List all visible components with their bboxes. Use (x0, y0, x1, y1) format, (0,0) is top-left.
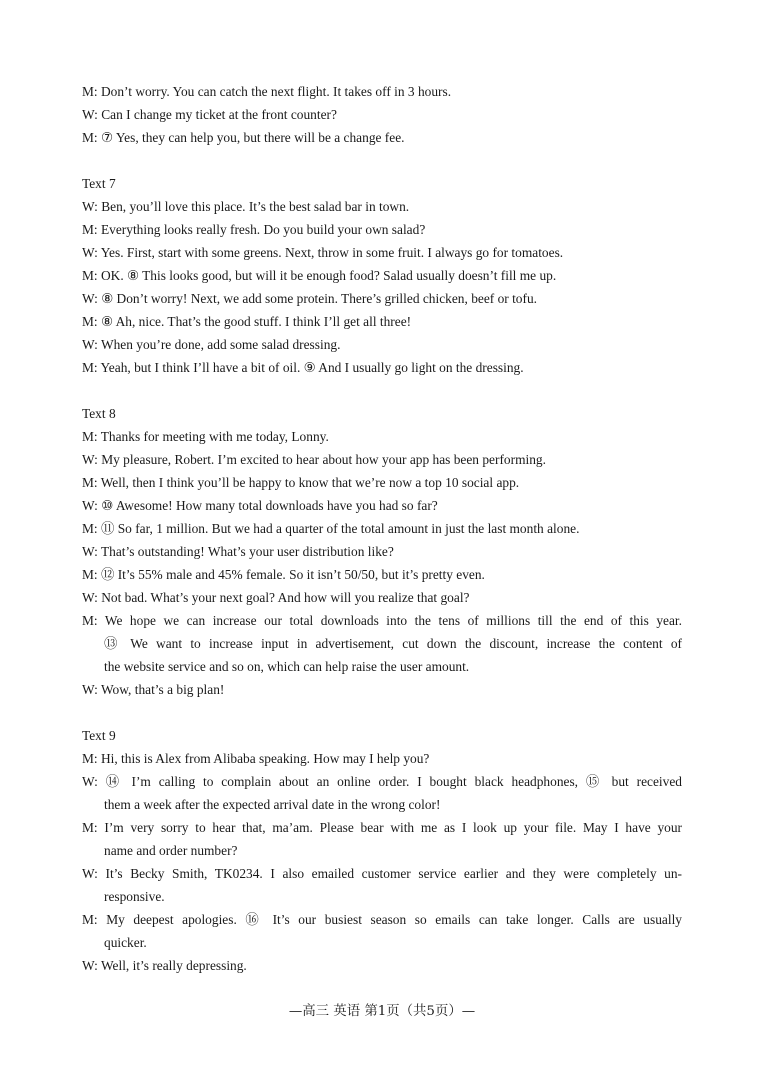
dialogue-line-continuation: responsive. (104, 889, 165, 904)
dialogue-line: M: Everything looks really fresh. Do you build your own salad? (82, 222, 426, 237)
dialogue-line: M: OK. ⑧ This looks good, but will it be enough food? Salad usually doesn’t fill me up. (82, 268, 557, 283)
dialogue-line: W: Not bad. What’s your next goal? And how will you realize that goal? (82, 590, 470, 605)
dialogue-line-continuation: quicker. (104, 935, 147, 950)
dialogue-line: W: Wow, that’s a big plan! (82, 682, 225, 697)
section-heading-text-9: Text 9 (82, 728, 116, 743)
dialogue-line: M: I’m very sorry to hear that, ma’am. Please bear with me as I look up your file. May I have your (82, 820, 682, 835)
dialogue-line: W: Ben, you’ll love this place. It’s the best salad bar in town. (82, 199, 410, 214)
dialogue-line: W: That’s outstanding! What’s your user distribution like? (82, 544, 394, 559)
dialogue-line: W: ⑧ Don’t worry! Next, we add some protein. There’s grilled chicken, beef or tofu. (82, 291, 537, 306)
dialogue-line-continuation: the website service and so on, which can help raise the user amount. (104, 659, 470, 674)
dialogue-line: W: ⑭ I’m calling to complain about an online order. I bought black headphones, ⑮ but received (82, 774, 682, 789)
dialogue-line: W: Can I change my ticket at the front counter? (82, 107, 337, 122)
dialogue-line: M: Hi, this is Alex from Alibaba speaking. How may I help you? (82, 751, 430, 766)
dialogue-line: W: It’s Becky Smith, TK0234. I also emailed customer service earlier and they were completely un- (82, 866, 682, 881)
dialogue-line: M: ⑧ Ah, nice. That’s the good stuff. I think I’ll get all three! (82, 314, 412, 329)
page-footer: —高三 英语 第1页（共5页）— (288, 1004, 476, 1019)
dialogue-line: W: My pleasure, Robert. I’m excited to hear about how your app has been performing. (82, 452, 546, 467)
dialogue-line: M: ⑦ Yes, they can help you, but there will be a change fee. (82, 130, 405, 145)
dialogue-line: M: Don’t worry. You can catch the next flight. It takes off in 3 hours. (82, 84, 452, 99)
dialogue-line: M: Well, then I think you’ll be happy to know that we’re now a top 10 social app. (82, 475, 520, 490)
dialogue-line-continuation: name and order number? (104, 843, 238, 858)
dialogue-line: M: Thanks for meeting with me today, Lonny. (82, 429, 329, 444)
dialogue-line: W: Well, it’s really depressing. (82, 958, 247, 973)
dialogue-line: M: ⑪ So far, 1 million. But we had a quarter of the total amount in just the last month alone. (82, 521, 580, 536)
dialogue-line: M: ⑫ It’s 55% male and 45% female. So it isn’t 50/50, but it’s pretty even. (82, 567, 485, 582)
dialogue-line: M: We hope we can increase our total downloads into the tens of millions till the end of this year. (82, 613, 682, 628)
dialogue-line: W: When you’re done, add some salad dressing. (82, 337, 341, 352)
dialogue-line-continuation: ⑬ We want to increase input in advertisement, cut down the discount, increase the content of (104, 636, 682, 651)
dialogue-line: W: Yes. First, start with some greens. Next, throw in some fruit. I always go for tomatoes. (82, 245, 564, 260)
dialogue-line: M: My deepest apologies. ⑯ It’s our busiest season so emails can take longer. Calls are usually (82, 912, 682, 927)
section-heading-text-7: Text 7 (82, 176, 116, 191)
dialogue-line: W: ⑩ Awesome! How many total downloads have you had so far? (82, 498, 438, 513)
dialogue-line: M: Yeah, but I think I’ll have a bit of oil. ⑨ And I usually go light on the dressing. (82, 360, 524, 375)
dialogue-line-continuation: them a week after the expected arrival date in the wrong color! (104, 797, 441, 812)
section-heading-text-8: Text 8 (82, 406, 116, 421)
